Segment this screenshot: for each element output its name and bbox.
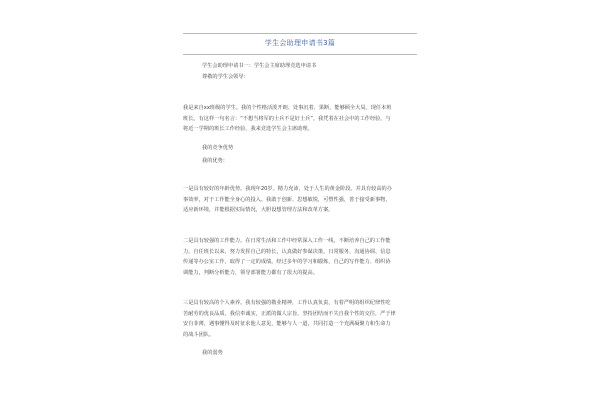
paragraph-line: 三是具有较高的个人素养。我有较强的敬业精神，工作认真负责，有着严明的组织纪律性吃 [183, 300, 391, 306]
paragraph-line: 安自菲薄，遇事懂得及时征求他人意见，能够与人一道，共同打造一个充满凝聚力和生命力 [183, 321, 391, 327]
paragraph-line: 事效率，对于工作能全身心的投入。我敢于创新、思想敏锐，可塑性强，善于接受新事物， [183, 196, 391, 203]
paragraph-line: 调能力，判断分析能力，领导部署能力都有了很大的提高。 [183, 269, 318, 276]
paragraph-line: 的战斗团队。 [183, 331, 215, 338]
paragraph-line: 适应新环境，并能根据实际情况，大胆设想管理方法和改革方案。 [183, 207, 334, 213]
intro-line: 将近一学期的班长工作经验，我来竞选学生会主席助理。 [183, 126, 313, 132]
paragraph-line: 力。自任班长以来，努力发挥自己的特长，认真做好参谋决策，日常服务、沟通协调、信息 [183, 248, 391, 255]
intro-line: 我是来自xx班级的学生。我的个性格活泼开朗、处事沉着、果断，能够顾全大局。现任本班 [183, 105, 392, 111]
advantage-paragraph-3 [183, 298, 418, 340]
advantages-headings [183, 143, 418, 166]
competitive-advantage-heading: 我的竞争优势 [202, 145, 234, 151]
intro-line: 班长。有这样一句名言：“不想当将军的士兵不是好士兵”。我凭着在社会中的工作经验。与 [183, 115, 391, 122]
paragraph-line: 二是具有较强的工作能力。在日常生活和工作中经常深入工作一线，不断培养自己的工作能 [183, 238, 391, 244]
my-advantages-label: 我的优势： [202, 157, 228, 164]
disadvantage-section [183, 348, 418, 359]
title-bottom-divider [183, 54, 417, 55]
title-top-divider [183, 33, 417, 34]
paragraph-line: 一是具有较好的年龄优势。我现年20岁。精力充沛，处于人生的黄金阶段。并具有较高的办 [183, 186, 392, 192]
salutation: 尊敬的学生会领导： [202, 73, 249, 80]
disadvantage-heading: 我的弱势 [202, 350, 223, 356]
paragraph-line: 传递等办公室工作，取得了一定的成绩。经过多年的学习和锻炼，自己的写作能力、组织协 [183, 259, 391, 265]
advantage-paragraph-2 [183, 236, 418, 278]
advantage-paragraph-1 [183, 184, 418, 216]
section-heading: 学生会助理申请书一：学生会主席助理竞选申请书 [202, 63, 317, 69]
document-title: 学生会助理申请书3篇 [264, 39, 336, 47]
document-body [183, 61, 418, 82]
intro-paragraph [183, 103, 418, 135]
paragraph-line: 苦耐劳的优良品质，我信奉诚实，正派的做人宗旨，坚持团结而不失自我个性的交往，严于律 [183, 310, 396, 317]
